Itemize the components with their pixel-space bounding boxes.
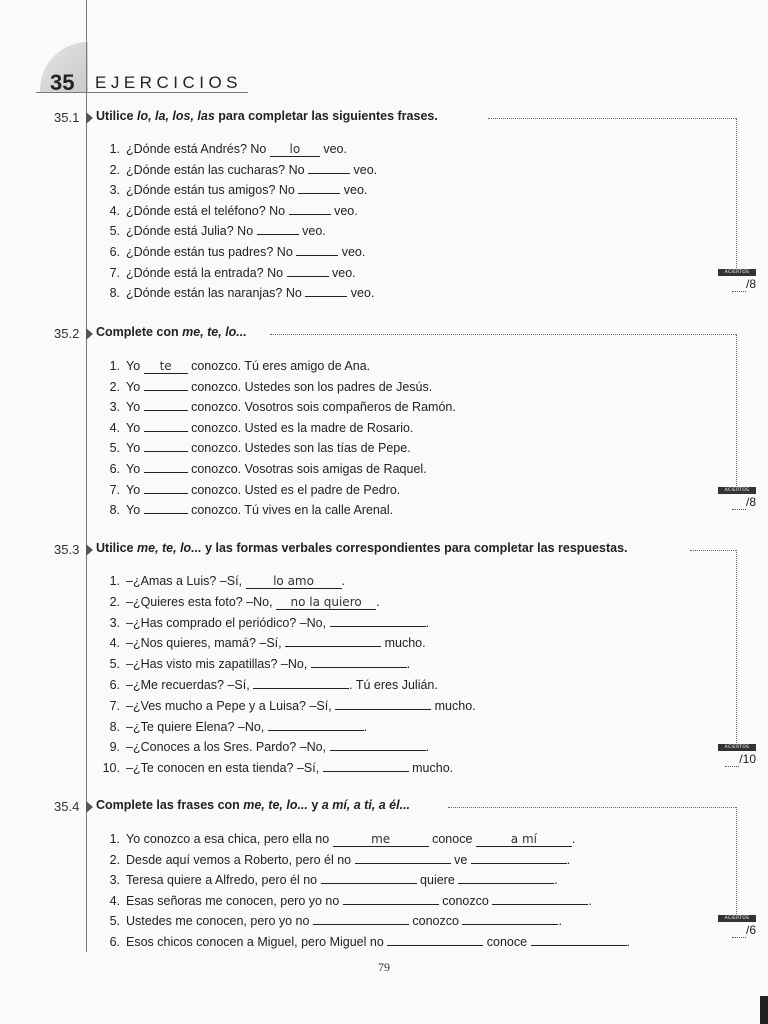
item-number: 3. (109, 183, 120, 198)
exercise-item (100, 480, 400, 500)
instruction-text: para completar las siguientes frases. (214, 109, 438, 123)
section-instruction (96, 541, 628, 555)
answer-blank[interactable] (298, 180, 340, 194)
answer-blank[interactable] (285, 633, 381, 647)
item-text: veo. (338, 245, 366, 259)
item-number: 5. (109, 657, 120, 672)
exercise-item (100, 180, 367, 200)
answer-blank[interactable] (144, 459, 188, 473)
item-text: . (376, 594, 380, 609)
item-number: 8. (109, 503, 120, 518)
item-text: veo. (319, 142, 347, 156)
section-number: 35.4 (54, 799, 80, 814)
answer-blank[interactable] (296, 242, 338, 256)
item-text: conozco (438, 893, 493, 908)
item-text: conozco. Vosotros sois compañeros de Ramón. (187, 400, 456, 415)
answer-blank[interactable]: lo (270, 143, 320, 157)
item-text: conoce (428, 832, 476, 846)
answer-blank[interactable] (531, 932, 627, 946)
item-number: 7. (109, 265, 120, 280)
section-dotted-leader (690, 550, 736, 551)
exercise-item (100, 356, 370, 376)
answer-blank[interactable] (330, 613, 426, 627)
item-number: 5. (109, 914, 120, 929)
item-text: . (626, 935, 631, 949)
exercise-item (100, 675, 438, 695)
item-text: mucho. (381, 636, 426, 651)
item-text: –¿Ves mucho a Pepe y a Luisa? –Sí, (126, 698, 336, 713)
score-total: /8 (718, 495, 756, 510)
item-text: veo. (350, 162, 378, 177)
section-dotted-leader (270, 334, 736, 335)
item-number: 4. (109, 893, 120, 908)
item-text: conozco. Tú vives en la calle Arenal. (187, 503, 394, 518)
section-dotted-bracket (736, 118, 737, 270)
answer-blank[interactable] (144, 500, 188, 514)
chapter-number: 35 (50, 70, 75, 95)
answer-blank[interactable] (144, 377, 188, 391)
answer-blank[interactable] (387, 932, 483, 946)
item-text: –¿Te conocen en esta tienda? –Sí, (126, 761, 323, 776)
score-total: /10 (718, 752, 756, 767)
item-text: ¿Dónde están tus padres? No (126, 245, 297, 259)
section-arrow-icon (86, 544, 93, 556)
score-max: 8 (749, 495, 756, 509)
answer-blank[interactable] (335, 696, 431, 710)
item-text: ¿Dónde está Andrés? No (126, 142, 270, 156)
answer-blank[interactable] (323, 758, 409, 772)
exercise-item (100, 283, 374, 303)
item-text: . (341, 574, 345, 588)
score-label: ACIERTOS (718, 487, 756, 494)
answer-blank[interactable] (144, 438, 188, 452)
exercise-item (100, 911, 562, 931)
exercise-item (100, 932, 630, 952)
instruction-text: Complete con (96, 325, 183, 339)
score-fill-line[interactable] (732, 277, 746, 292)
section-arrow-icon (86, 328, 93, 340)
item-text: veo. (330, 203, 358, 218)
score-box (718, 915, 756, 941)
score-box (718, 487, 756, 513)
exercise-item (100, 377, 432, 397)
exercise-item (100, 438, 411, 458)
answer-blank[interactable] (492, 891, 588, 905)
item-text: . (363, 719, 368, 734)
score-max: 10 (742, 752, 756, 766)
item-number: 7. (109, 482, 120, 497)
answer-blank[interactable] (330, 737, 426, 751)
exercise-item (100, 850, 570, 870)
item-text: conozco. Tú eres amigo de Ana. (187, 359, 371, 373)
score-label: ACIERTOS (718, 269, 756, 276)
exercise-item (100, 870, 558, 890)
exercise-item (100, 592, 380, 612)
item-number: 1. (109, 359, 120, 373)
exercise-item (100, 633, 426, 653)
item-text: –¿Te quiere Elena? –No, (126, 719, 268, 734)
item-text: –¿Conoces a los Sres. Pardo? –No, (126, 740, 330, 755)
item-text: conozco (408, 914, 463, 929)
item-text: Yo (126, 482, 144, 497)
answer-blank[interactable] (355, 850, 451, 864)
exercise-item (100, 139, 347, 159)
section-dotted-bracket (736, 334, 737, 488)
answer-blank[interactable]: lo amo (246, 575, 342, 589)
answer-blank[interactable]: no la quiero (276, 596, 376, 610)
instruction-text: a mí, a ti, a él... (321, 798, 411, 812)
instruction-text: lo, la, los, las (137, 109, 215, 123)
item-text: . (425, 740, 430, 755)
item-text: . Tú eres Julián. (349, 678, 438, 692)
item-text: . (566, 852, 571, 867)
exercise-item (100, 221, 326, 241)
score-fill-line[interactable] (732, 923, 746, 938)
score-label: ACIERTOS (718, 915, 756, 922)
item-text: . (558, 914, 562, 929)
item-text: Ustedes me conocen, pero yo no (126, 914, 313, 929)
item-text: Yo (126, 503, 144, 518)
item-text: –¿Quieres esta foto? –No, (126, 594, 277, 609)
score-box (718, 744, 756, 770)
item-number: 2. (109, 594, 120, 609)
item-text: Yo (126, 462, 144, 476)
answer-blank[interactable]: te (144, 360, 188, 374)
exercise-item (100, 201, 358, 221)
score-total: /8 (718, 277, 756, 292)
item-text: . (588, 893, 592, 908)
item-text: ve (450, 852, 471, 867)
page-edge-mark (760, 996, 768, 1024)
item-number: 7. (109, 698, 120, 713)
item-text: Yo (126, 441, 144, 456)
answer-blank[interactable] (458, 870, 554, 884)
item-text: . (406, 657, 411, 672)
answer-blank[interactable] (144, 418, 188, 432)
exercise-item (100, 500, 393, 520)
answer-blank[interactable] (471, 850, 567, 864)
exercise-item (100, 263, 356, 283)
item-text: conozco. Usted es la madre de Rosario. (187, 420, 414, 435)
score-label: ACIERTOS (718, 744, 756, 751)
item-text: veo. (298, 224, 326, 239)
item-number: 1. (109, 832, 120, 846)
score-box (718, 269, 756, 295)
answer-blank[interactable] (253, 675, 349, 689)
item-number: 8. (109, 286, 120, 301)
item-text: veo. (328, 265, 356, 280)
instruction-text: me, te, lo... (243, 798, 308, 812)
section-number: 35.1 (54, 110, 80, 125)
exercise-item (100, 891, 592, 911)
item-number: 1. (109, 142, 120, 156)
answer-blank[interactable] (144, 397, 188, 411)
chapter-title: EJERCICIOS (95, 73, 243, 92)
answer-blank[interactable] (144, 480, 188, 494)
item-number: 1. (109, 574, 120, 588)
exercise-item (100, 613, 429, 633)
item-text: mucho. (408, 761, 454, 776)
score-fill-line[interactable] (732, 495, 746, 510)
exercise-item (100, 696, 476, 716)
page-number: 79 (378, 960, 390, 974)
item-text: Esos chicos conocen a Miguel, pero Miguel no (126, 935, 388, 949)
item-text: conoce (483, 935, 531, 949)
item-number: 5. (109, 224, 120, 239)
answer-blank[interactable] (462, 911, 558, 925)
item-text: Yo conozco a esa chica, pero ella no (126, 832, 333, 846)
item-text: ¿Dónde está Julia? No (126, 224, 257, 239)
item-text: Yo (126, 379, 144, 394)
score-max: 6 (749, 923, 756, 937)
exercise-item (100, 829, 575, 849)
item-text: –¿Me recuerdas? –Sí, (126, 678, 254, 692)
item-text: –¿Amas a Luis? –Sí, (126, 574, 246, 588)
item-number: 3. (109, 400, 120, 415)
item-text: Esas señoras me conocen, pero yo no (126, 893, 343, 908)
item-text: Yo (126, 400, 144, 415)
item-number: 9. (109, 740, 120, 755)
instruction-text: me, te, lo... (137, 541, 202, 555)
instruction-text: y (307, 798, 322, 812)
score-total: /6 (718, 923, 756, 938)
answer-blank[interactable] (308, 160, 350, 174)
item-text: conozco. Ustedes son las tías de Pepe. (187, 441, 411, 456)
instruction-text: Utilice (96, 109, 137, 123)
answer-blank[interactable] (257, 221, 299, 235)
instruction-text: Utilice (96, 541, 137, 555)
answer-blank[interactable] (289, 201, 331, 215)
section-number: 35.2 (54, 326, 80, 341)
section-arrow-icon (86, 801, 93, 813)
item-number: 2. (109, 379, 120, 394)
instruction-text: Complete las frases con (96, 798, 244, 812)
item-text: Yo (126, 359, 144, 373)
item-text: Yo (126, 420, 144, 435)
item-text: ¿Dónde está la entrada? No (126, 265, 287, 280)
instruction-text: y las formas verbales correspondientes para completar las respuestas. (201, 541, 628, 555)
item-text: . (554, 873, 558, 888)
score-fill-line[interactable] (725, 752, 739, 767)
item-text: Teresa quiere a Alfredo, pero él no (126, 873, 321, 888)
item-text: conozco. Usted es el padre de Pedro. (187, 482, 401, 497)
item-number: 6. (109, 678, 120, 692)
section-dotted-leader (448, 807, 736, 808)
answer-blank[interactable] (268, 717, 364, 731)
section-dotted-bracket (736, 807, 737, 916)
score-max: 8 (749, 277, 756, 291)
item-number: 3. (109, 615, 120, 630)
item-number: 6. (109, 245, 120, 259)
answer-blank[interactable] (305, 283, 347, 297)
exercise-item (100, 418, 413, 438)
section-dotted-bracket (736, 550, 737, 745)
item-text: ¿Dónde están las naranjas? No (126, 286, 306, 301)
item-number: 2. (109, 162, 120, 177)
item-number: 6. (109, 935, 120, 949)
item-text: –¿Has comprado el periódico? –No, (126, 615, 330, 630)
item-text: quiere (416, 873, 459, 888)
item-text: –¿Has visto mis zapatillas? –No, (126, 657, 311, 672)
section-instruction (96, 798, 410, 812)
exercise-item (100, 459, 427, 479)
item-text: –¿Nos quieres, mamá? –Sí, (126, 636, 286, 651)
section-instruction (96, 325, 247, 339)
item-text: veo. (340, 183, 368, 198)
exercise-item (100, 571, 345, 591)
item-number: 5. (109, 441, 120, 456)
exercise-item (100, 654, 410, 674)
item-number: 6. (109, 462, 120, 476)
answer-blank[interactable] (313, 911, 409, 925)
exercise-item (100, 160, 377, 180)
item-text: ¿Dónde están las cucharas? No (126, 162, 309, 177)
exercise-item (100, 737, 429, 757)
exercise-item (100, 717, 367, 737)
item-number: 8. (109, 719, 120, 734)
item-number: 2. (109, 852, 120, 867)
item-number: 4. (109, 420, 120, 435)
item-text: conozco. Ustedes son los padres de Jesús. (187, 379, 433, 394)
item-number: 4. (109, 636, 120, 651)
instruction-text: me, te, lo... (182, 325, 247, 339)
answer-blank[interactable] (287, 263, 329, 277)
item-number: 4. (109, 203, 120, 218)
exercise-item (100, 397, 456, 417)
answer-blank[interactable]: me (333, 833, 429, 847)
answer-blank[interactable]: a mí (476, 833, 572, 847)
section-arrow-icon (86, 112, 93, 124)
answer-blank[interactable] (321, 870, 417, 884)
item-text: . (425, 615, 430, 630)
item-text: ¿Dónde está el teléfono? No (126, 203, 289, 218)
section-dotted-leader (488, 118, 736, 119)
answer-blank[interactable] (311, 654, 407, 668)
exercise-item (100, 242, 365, 262)
section-number: 35.3 (54, 542, 80, 557)
answer-blank[interactable] (343, 891, 439, 905)
item-text: mucho. (431, 698, 476, 713)
item-text: Desde aquí vemos a Roberto, pero él no (126, 852, 355, 867)
section-instruction (96, 109, 438, 123)
item-text: . (571, 832, 576, 846)
exercise-item (100, 758, 453, 778)
item-number: 3. (109, 873, 120, 888)
item-number: 10. (102, 761, 120, 776)
item-text: ¿Dónde están tus amigos? No (126, 183, 299, 198)
item-text: conozco. Vosotras sois amigas de Raquel. (187, 462, 427, 476)
item-text: veo. (347, 286, 375, 301)
